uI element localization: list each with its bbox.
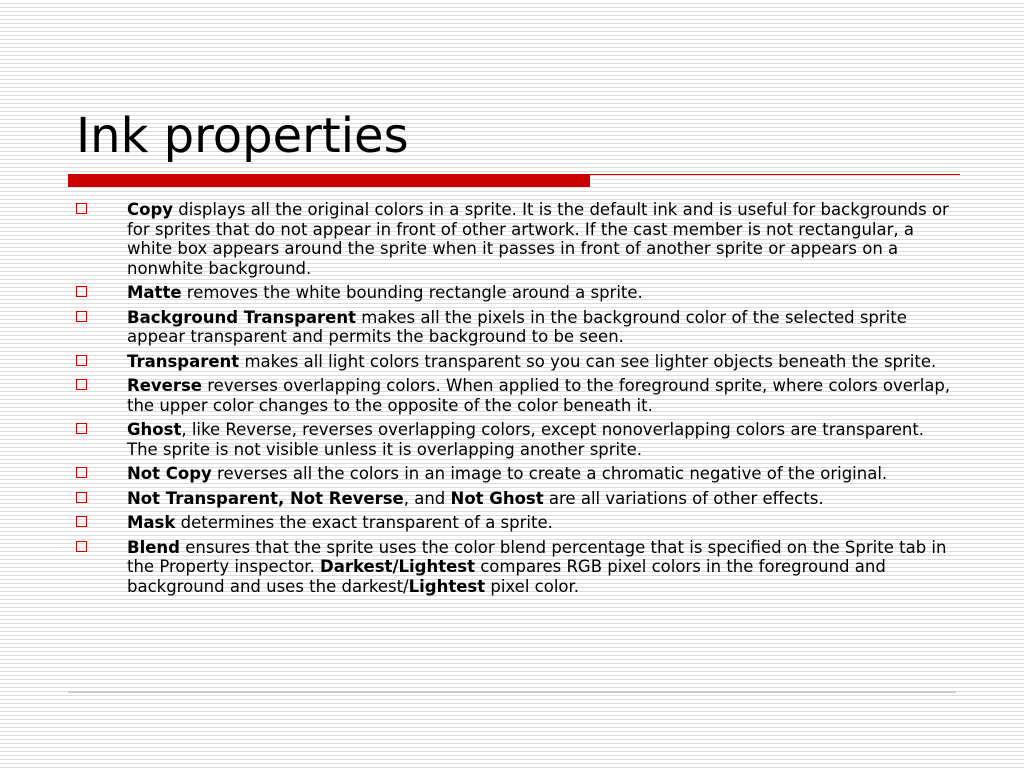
- term-ghost: Ghost: [127, 420, 182, 439]
- bullet-ghost: [74, 420, 954, 459]
- hollow-square-bullet-icon: [76, 355, 87, 366]
- hollow-square-bullet-icon: [76, 516, 87, 527]
- hollow-square-bullet-icon: [76, 423, 87, 434]
- bullet-copy: [74, 200, 954, 278]
- bullet-transparent: [74, 352, 954, 372]
- term-blend: Blend: [127, 537, 180, 557]
- bullet-blend: [74, 538, 954, 597]
- hollow-square-bullet-icon: [76, 492, 87, 503]
- title-underline-thick: [68, 175, 590, 187]
- desc-transparent: makes all light colors transparent so you can see lighter objects beneath the sprite.: [239, 351, 937, 371]
- term-lightest: Lightest: [408, 576, 486, 596]
- term-not-copy: Not Copy: [127, 464, 212, 483]
- bullet-matte: [74, 283, 954, 303]
- term-reverse: Reverse: [127, 376, 202, 395]
- bullet-list: [74, 200, 954, 601]
- term-copy: Copy: [127, 200, 174, 219]
- term-background-transparent: Background Transparent: [127, 307, 356, 327]
- term-matte: Matte: [127, 283, 182, 302]
- bullet-not-transparent: [74, 489, 954, 509]
- hollow-square-bullet-icon: [76, 467, 87, 478]
- desc-not-copy: reverses all the colors in an image to create a chromatic negative of the original.: [211, 464, 888, 483]
- term-not-ghost: Not Ghost: [450, 488, 544, 508]
- hollow-square-bullet-icon: [76, 311, 87, 322]
- hollow-square-bullet-icon: [76, 286, 87, 297]
- desc-connector: , and: [403, 488, 451, 508]
- desc-reverse: reverses overlapping colors. When applied to the foreground sprite, where colors overlap, the upper color changes to the opposite of the color beneath it.: [127, 376, 951, 415]
- bullet-mask: [74, 513, 954, 533]
- desc-pixel-color: pixel color.: [485, 576, 580, 596]
- term-not-transparent-not-reverse: Not Transparent, Not Reverse: [127, 488, 404, 508]
- footer-rule: [68, 691, 956, 693]
- term-transparent: Transparent: [127, 351, 240, 371]
- hollow-square-bullet-icon: [76, 203, 87, 214]
- desc-darkest-lightest: compares RGB pixel colors in the foreground and background and uses the darkest/: [127, 557, 886, 596]
- hollow-square-bullet-icon: [76, 379, 87, 390]
- desc-blend: ensures that the sprite uses the color blend percentage that is specified on the Sprite tab in the Property inspector.: [127, 537, 947, 576]
- desc-matte: removes the white bounding rectangle around a sprite.: [181, 283, 643, 302]
- desc-variations: are all variations of other effects.: [543, 488, 824, 508]
- bullet-reverse: [74, 376, 954, 415]
- desc-copy: displays all the original colors in a sprite. It is the default ink and is useful for backgrounds or for sprites that do not appear in front of other artwork. If the cast member is not rectangular, a white box appears around the sprite when it passes in front of another sprite or appears on a nonwhite background.: [127, 200, 949, 278]
- bullet-background-transparent: [74, 308, 954, 347]
- slide-title: Ink properties: [76, 108, 409, 164]
- desc-ghost: , like Reverse, reverses overlapping colors, except nonoverlapping colors are transparent. The sprite is not visible unless it is overlapping another sprite.: [127, 420, 925, 459]
- desc-mask: determines the exact transparent of a sprite.: [175, 513, 553, 532]
- term-darkest-lightest: Darkest/Lightest: [320, 557, 475, 576]
- desc-background-transparent: makes all the pixels in the background color of the selected sprite appear transparent and permits the background to be seen.: [127, 307, 907, 346]
- term-mask: Mask: [127, 513, 176, 532]
- bullet-not-copy: [74, 464, 954, 484]
- hollow-square-bullet-icon: [76, 541, 87, 552]
